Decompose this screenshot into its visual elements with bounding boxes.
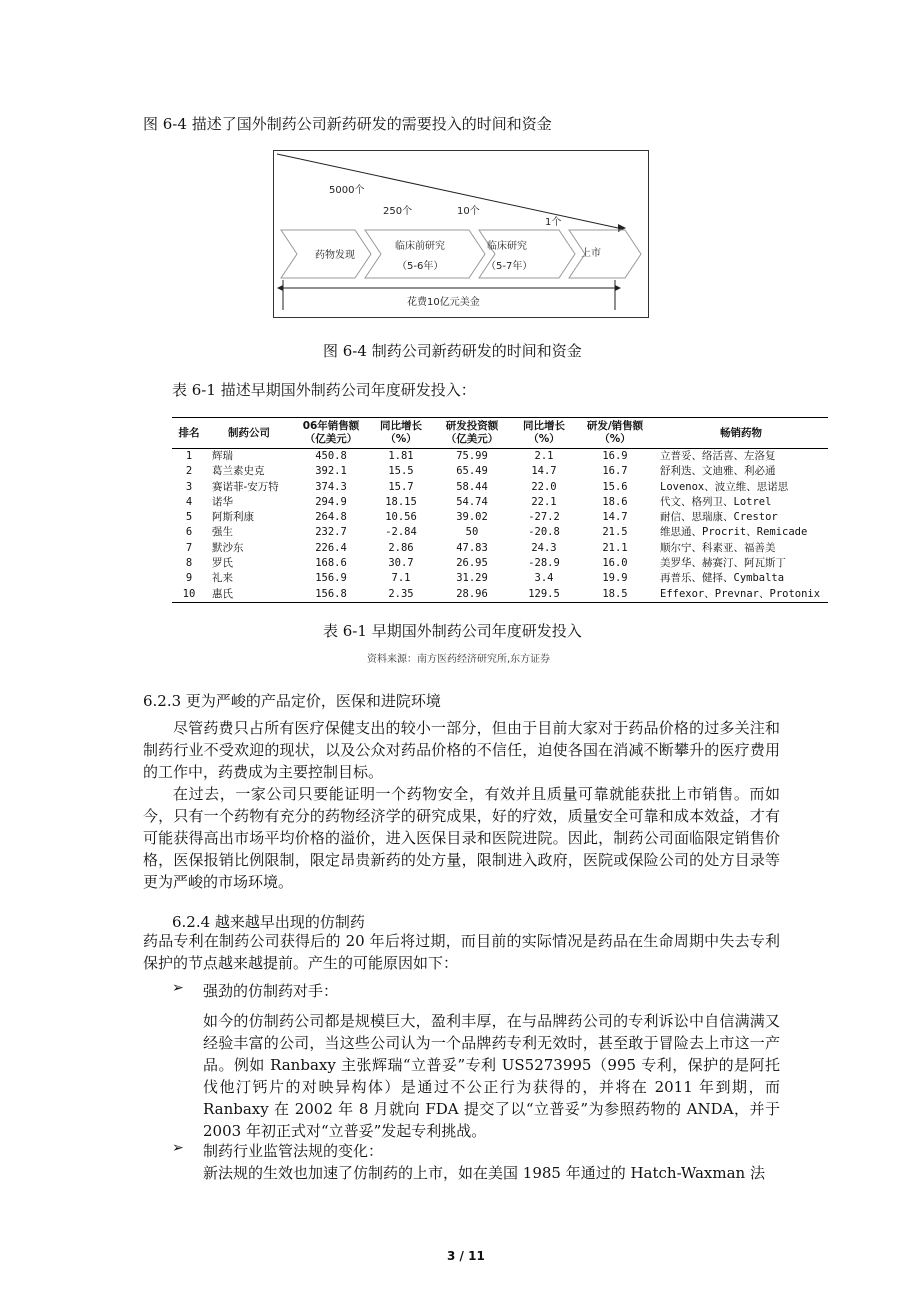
table-cell: -20.8 [528, 526, 560, 539]
table-cell: 舒利迭、文迪雅、利必通 [660, 465, 776, 478]
table-cell: 5 [185, 511, 193, 524]
table-cell: 264.8 [315, 511, 347, 524]
table-cell: 葛兰素史克 [212, 465, 265, 478]
table-cell: 2.86 [388, 541, 414, 554]
source-note: 资料来源：南方医药经济研究所,东方证券 [367, 654, 551, 665]
bullet-arrow-icon: ➢ [172, 1140, 184, 1156]
stage-clinical: 临床研究 [487, 241, 527, 252]
paragraph-block-1 [143, 717, 780, 893]
table-cell: 47.83 [456, 541, 488, 554]
table-cell: 强生 [212, 526, 233, 539]
table-cell: 156.9 [315, 572, 347, 585]
table-header-cell: 研发投资额 （亿美元） [445, 420, 499, 445]
bullet-2: 制药行业监管法规的变化： [203, 1142, 384, 1160]
table-body [172, 449, 828, 603]
count-1: 1个 [545, 217, 562, 228]
table-cell: 16.7 [602, 465, 628, 478]
section-heading-623: 6.2.3 更为严峻的产品定价，医保和进院环境 [143, 692, 441, 710]
table-cell: 226.4 [315, 541, 347, 554]
table-row [172, 587, 828, 603]
count-5000: 5000个 [329, 185, 365, 196]
table-cell: 10.56 [385, 511, 417, 524]
table-cell: 50 [465, 526, 479, 539]
table-cell: 18.5 [602, 587, 628, 600]
table-cell: 21.5 [602, 526, 628, 539]
cost-arrow-right-icon [615, 285, 621, 291]
table-cell: 再普乐、健择、Cymbalta [660, 572, 785, 585]
paragraph-2: 在过去，一家公司只要能证明一个药物安全，有效并且质量可靠就能获批上市销售。而如今，只有一个药物有充分的药物经济学的研究成果，好的疗效，质量安全可靠和成本效益，才有可能获得高出市场平均价格的溢价，进入医保目录和医院进院。因此，制药公司面临限定销售价格，医保报销比例限制，限定昂贵新药的处方量，限制进入政府，医院或保险公司的处方目录等更为严峻的市场环境。 [143, 785, 780, 891]
stage-chevron-launch [569, 230, 641, 278]
table-cell: 3.4 [534, 572, 554, 585]
table-cell: 诺华 [212, 495, 233, 508]
table-cell: 31.29 [456, 572, 488, 585]
table-row [172, 541, 828, 556]
table-cell: 惠氏 [212, 587, 233, 600]
table-cell: 默沙东 [212, 541, 244, 554]
stage-preclinical: 临床前研究 [395, 241, 445, 252]
table-cell: 15.7 [388, 480, 414, 493]
table-cell: 22.1 [531, 495, 557, 508]
table-cell: 232.7 [315, 526, 347, 539]
table-cell: 21.1 [602, 541, 628, 554]
table-row [172, 464, 828, 479]
paragraph-5: 新法规的生效也加速了仿制药的上市，如在美国 1985 年通过的 Hatch-Waxman 法 [203, 1164, 765, 1182]
count-250: 250个 [383, 206, 413, 217]
table-cell: 15.5 [388, 465, 414, 478]
table-cell: 代文、格列卫、Lotrel [660, 495, 772, 508]
table-cell: 392.1 [315, 465, 347, 478]
table-cell: 2.35 [388, 587, 414, 600]
figure-border [274, 151, 649, 318]
table-cell: 耐信、思瑞康、Crestor [660, 511, 778, 524]
table-cell: 16.9 [602, 450, 628, 462]
table-row [172, 556, 828, 571]
table-cell: 15.6 [602, 480, 628, 493]
table-row [172, 525, 828, 540]
table-cell: 54.74 [456, 495, 488, 508]
stage-launch: 上市 [581, 248, 601, 259]
table-row [172, 449, 828, 465]
table-cell: -28.9 [528, 557, 560, 570]
table-cell: 294.9 [315, 495, 347, 508]
table-cell: 罗氏 [212, 557, 233, 570]
table-cell: 14.7 [531, 465, 557, 478]
funnel-arrowhead-icon [618, 224, 626, 232]
cost-label: 花费10亿元美金 [407, 297, 480, 308]
table-cell: 75.99 [456, 450, 488, 462]
paragraph-3: 药品专利在制药公司获得后的 20 年后将过期，而目前的实际情况是药品在生命周期中失去专利保护的节点越来越提前。产生的可能原因如下： [143, 932, 780, 972]
table-cell: -27.2 [528, 511, 560, 524]
table-row [172, 510, 828, 525]
table-cell: 22.0 [531, 480, 557, 493]
table-cell: 8 [185, 557, 193, 570]
table-cell: 辉瑞 [212, 450, 233, 462]
table-cell: 10 [182, 587, 196, 600]
table-cell: Effexor、Prevnar、Protonix [660, 587, 821, 600]
table-cell: 2.1 [534, 450, 554, 462]
table-cell: 3 [185, 480, 193, 493]
table-cell: 4 [185, 495, 193, 508]
table-cell: 28.96 [456, 587, 488, 600]
paragraph-1: 尽管药费只占所有医疗保健支出的较小一部分，但由于目前大家对于药品价格的过多关注和制药行业不受欢迎的现状，以及公众对药品价格的不信任，迫使各国在消减不断攀升的医疗费用的工作中，药费成为主要控制目标。 [143, 719, 780, 781]
table-cell: 30.7 [388, 557, 414, 570]
table-header-cell: 同比增长 （%） [380, 420, 422, 445]
table-cell: 26.95 [456, 557, 488, 570]
rd-process-diagram [273, 150, 649, 318]
page-number: 3 / 11 [447, 1249, 485, 1263]
table-cell: 450.8 [315, 450, 347, 462]
table-cell: 维思通、Procrit、Remicade [660, 526, 808, 539]
table-cell: 赛诺菲-安万特 [212, 480, 279, 493]
table-caption: 表 6-1 早期国外制药公司年度研发投入 [323, 622, 582, 640]
bullet-arrow-icon: ➢ [172, 980, 184, 996]
table-cell: 129.5 [528, 587, 560, 600]
table-cell: 14.7 [602, 511, 628, 524]
count-10: 10个 [457, 206, 480, 217]
table-cell: 顺尔宁、科素亚、福善美 [660, 541, 776, 554]
paragraph-4: 如今的仿制药公司都是规模巨大，盈利丰厚，在与品牌药公司的专利诉讼中自信满满又经验丰富的公司，当这些公司认为一个品牌药专利无效时，甚至敢于冒险去上市这一产品。例如 Ranbaxy 主张辉瑞“立普妥”专利 US5273995（995 专利，保护的是阿托伐他汀钙片的对映异构体）是通过不公正行为获得的，并将在 2011 年到期，而 Ranbaxy 在 2002 年 8 月就向 FDA 提交了以“立普妥”为参照药物的 ANDA，并于 2003 年初正式对“立普妥”发起专利挑战。 [203, 1012, 780, 1140]
table-cell: 美罗华、赫赛汀、阿瓦斯丁 [660, 557, 786, 570]
cost-arrow-left-icon [277, 285, 283, 291]
rd-table [172, 417, 828, 603]
table-cell: 65.49 [456, 465, 488, 478]
table-row [172, 495, 828, 510]
table-cell: 39.02 [456, 511, 488, 524]
table-header-cell: 畅销药物 [720, 426, 762, 439]
table-cell: 374.3 [315, 480, 347, 493]
table-header-row [172, 418, 828, 449]
table-row [172, 571, 828, 586]
table-cell: 1 [185, 450, 193, 462]
table-cell: 168.6 [315, 557, 347, 570]
table-header-cell: 研发/销售额 （%） [586, 420, 644, 445]
table-header-cell: 排名 [178, 426, 200, 439]
table-intro: 表 6-1 描述早期国外制药公司年度研发投入： [172, 381, 476, 399]
table-cell: 16.0 [602, 557, 628, 570]
intro-text: 图 6-4 描述了国外制药公司新药研发的需要投入的时间和资金 [143, 115, 552, 133]
table-cell: 19.9 [602, 572, 628, 585]
table-cell: 7 [185, 541, 193, 554]
table-header-cell: 制药公司 [228, 426, 270, 439]
table-cell: 9 [185, 572, 193, 585]
table-cell: 7.1 [391, 572, 411, 585]
rd-process-figure [273, 150, 649, 318]
section-heading-624: 6.2.4 越来越早出现的仿制药 [172, 913, 365, 931]
stage-discovery: 药物发现 [315, 250, 355, 261]
table-cell: 2 [185, 465, 193, 478]
stage-clinical-years: （5-7年） [486, 261, 533, 272]
table-cell: 立普妥、络活喜、左洛复 [660, 450, 776, 462]
table-cell: 18.15 [385, 495, 417, 508]
table-row [172, 480, 828, 495]
table-cell: 阿斯利康 [212, 511, 254, 524]
table-cell: 156.8 [315, 587, 347, 600]
table-cell: Lovenox、波立维、思诺思 [660, 480, 789, 493]
table-cell: 24.3 [531, 541, 557, 554]
figure-caption: 图 6-4 制药公司新药研发的时间和资金 [323, 342, 582, 360]
table-cell: 1.81 [388, 450, 414, 462]
table-header-cell: 同比增长 （%） [523, 420, 565, 445]
table-cell: 58.44 [456, 480, 488, 493]
table-cell: 礼来 [212, 572, 233, 585]
bullet-1: 强劲的仿制药对手： [203, 982, 339, 1000]
stage-preclinical-years: （5-6年） [397, 261, 444, 272]
table-cell: -2.84 [385, 526, 417, 539]
table-header-cell: 06年销售额 （亿美元） [302, 420, 360, 445]
table-cell: 18.6 [602, 495, 628, 508]
table-cell: 6 [185, 526, 193, 539]
